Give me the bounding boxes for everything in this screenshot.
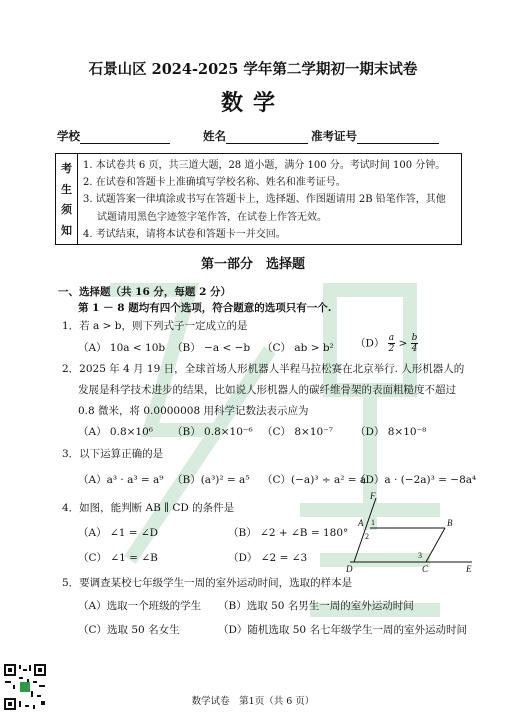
q2-line3: 0.8 微米，将 0.0000008 用科学记数法表示应为 bbox=[78, 405, 309, 417]
label-e: E bbox=[466, 564, 472, 574]
q3-option-a: （A）a³ · a³ = a⁹ bbox=[78, 474, 164, 486]
q5-option-c: （C）选取 50 名女生 bbox=[78, 624, 180, 636]
q1-stem: 1．若 a > b，则下列式子一定成立的是 bbox=[62, 320, 248, 332]
q5-option-d: （D）随机选取 50 名七年级学生一周的室外运动时间 bbox=[218, 624, 467, 636]
candidate-notice-box bbox=[55, 153, 462, 245]
page-footer: 数学试卷 第1页（共 6 页） bbox=[191, 696, 315, 707]
name-underline bbox=[226, 131, 308, 144]
q5-option-a: （A）选取一个班级的学生 bbox=[78, 600, 202, 612]
q2-line1: 2．2025 年 4 月 19 日，全球首场人形机器人半程马拉松赛在北京举行. 人形机器人的 bbox=[62, 363, 465, 375]
exam-title: 石景山区 2024-2025 学年第二学期初一期末试卷 bbox=[88, 61, 418, 78]
q2-option-a: （A） 0.8×10⁶ bbox=[78, 426, 153, 438]
q1-option-b: （B） −a < −b bbox=[172, 342, 251, 354]
q1-option-a: （A） 10a < 10b bbox=[78, 342, 166, 354]
notice-item: 4. 考试结束，请将本试卷和答题卡一并交回。 bbox=[83, 228, 286, 240]
name-label: 姓名 bbox=[203, 129, 226, 143]
angle-label-2: 2 bbox=[365, 532, 369, 541]
q4-option-c: （C） ∠1 = ∠B bbox=[78, 552, 158, 564]
q5-stem: 5．要调查某校七年级学生一周的室外运动时间，选取的样本是 bbox=[62, 577, 353, 589]
q4-option-d: （D） ∠2 = ∠3 bbox=[228, 552, 308, 564]
q1-d-fraction-left: $\frac{a}{2}$ bbox=[388, 333, 395, 354]
q4-stem: 4．如图，能判断 AB ∥ CD 的条件是 bbox=[62, 502, 235, 514]
q2-option-c: （C） 8×10⁻⁷ bbox=[262, 426, 333, 438]
label-c: C bbox=[422, 564, 429, 574]
q5-option-b: （B）选取 50 名男生一周的室外运动时间 bbox=[218, 600, 414, 612]
q3-stem: 3．以下运算正确的是 bbox=[62, 448, 164, 460]
q4-geometry-figure bbox=[340, 490, 480, 574]
q1-option-d: （D） $\frac{a}{2}$ > $\frac{b}{4}$ bbox=[355, 333, 418, 354]
name-field bbox=[203, 128, 308, 144]
exam-id-field bbox=[311, 128, 439, 144]
exam-id-underline bbox=[357, 131, 439, 144]
exam-id-label: 准考证号 bbox=[311, 129, 357, 143]
section-instruction: 第 1 － 8 题均有四个选项，符合题意的选项只有一个. bbox=[78, 302, 332, 314]
label-b: B bbox=[447, 518, 453, 528]
subject-title: 数学 bbox=[220, 90, 285, 116]
q2-option-d: （D） 8×10⁻⁸ bbox=[355, 426, 427, 438]
section-heading: 一、选择题（共 16 分，每题 2 分） bbox=[58, 286, 232, 298]
q3-option-c: （C）(−a)³ ÷ a² = a bbox=[262, 474, 367, 486]
q2-line2: 发展是科学技术进步的结果，比如说人形机器人的碳纤维骨架的表面粗糙度不超过 bbox=[78, 384, 456, 396]
q3-option-d: （D）a · (−2a)³ = −8a⁴ bbox=[355, 474, 477, 486]
line-fd bbox=[354, 498, 376, 562]
school-underline bbox=[80, 131, 170, 144]
q4-option-b: （B） ∠2 + ∠B = 180° bbox=[228, 527, 349, 539]
q2-option-b: （B） 0.8×10⁻⁶ bbox=[172, 426, 253, 438]
q1-option-c: （C） ab > b² bbox=[262, 342, 334, 354]
label-a: A bbox=[358, 518, 364, 528]
notice-side-label: 考 生 须 知 bbox=[56, 154, 78, 244]
angle-label-1: 1 bbox=[371, 518, 375, 527]
notice-item: 3. 试题答案一律填涂或书写在答题卡上，选择题、作图题请用 2B 铅笔作答，其他 bbox=[83, 194, 446, 206]
notice-list bbox=[83, 157, 458, 243]
part-title: 第一部分 选择题 bbox=[200, 257, 305, 272]
line-bc bbox=[426, 528, 445, 562]
school-label: 学校 bbox=[57, 129, 80, 143]
school-field bbox=[57, 128, 170, 144]
label-d: D bbox=[346, 564, 353, 574]
q1-d-fraction-right: $\frac{b}{4}$ bbox=[411, 333, 418, 354]
notice-item: 1. 本试卷共 6 页，共三道大题，28 道小题，满分 100 分。考试时间 100 分钟。 bbox=[83, 160, 446, 171]
q3-option-b: （B）(a³)² = a⁵ bbox=[172, 474, 250, 486]
label-f: F bbox=[370, 491, 376, 501]
angle-label-3: 3 bbox=[418, 551, 422, 560]
q4-option-a: （A） ∠1 = ∠D bbox=[78, 527, 159, 539]
notice-item: 试题请用黑色字迹签字笔作答，在试卷上作答无效。 bbox=[97, 211, 327, 223]
notice-item: 2. 在试卷和答题卡上准确填写学校名称、姓名和准考证号。 bbox=[83, 177, 346, 189]
